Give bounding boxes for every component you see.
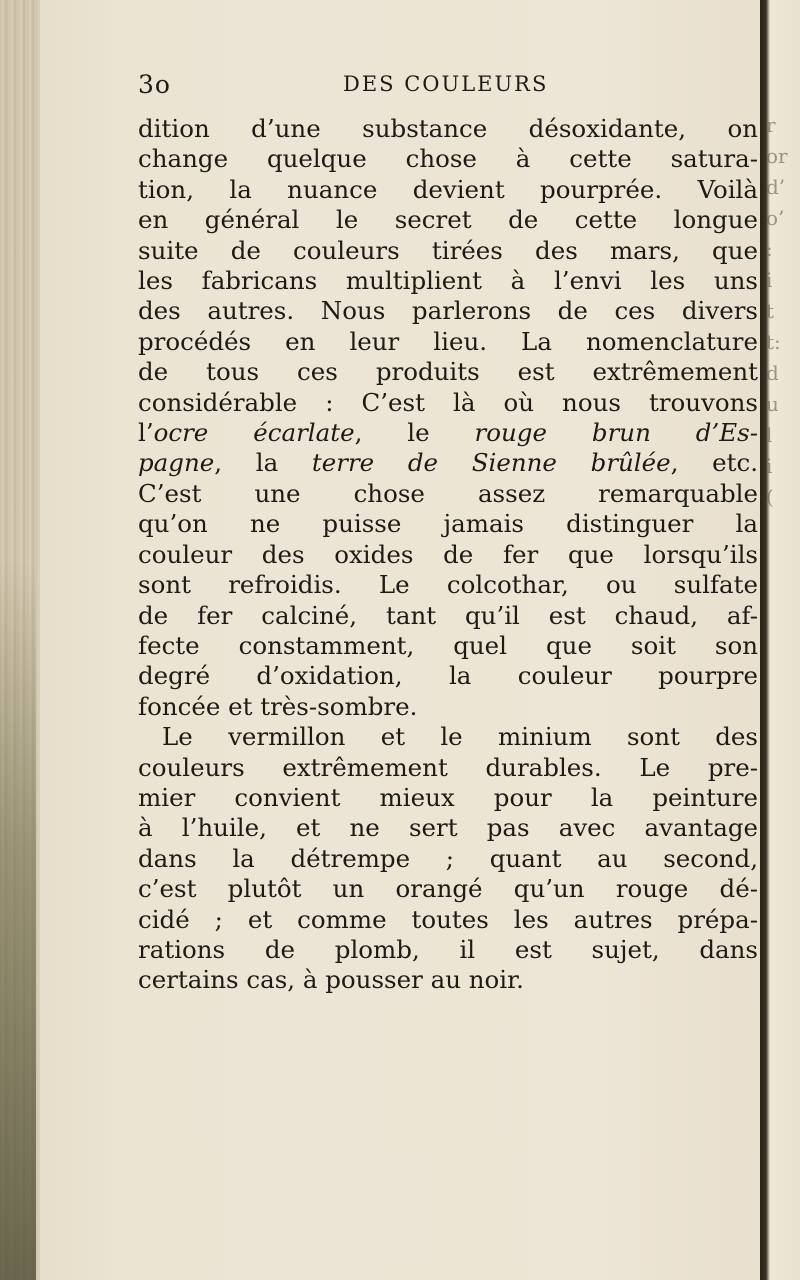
bleed-char: o’ bbox=[766, 206, 785, 230]
text-line: suite de couleurs tirées des mars, que bbox=[138, 235, 758, 265]
bleed-char: r bbox=[766, 113, 776, 137]
bleed-char: i bbox=[766, 268, 773, 292]
text-line: degré d’oxidation, la couleur pourpre bbox=[138, 661, 758, 691]
italic-term: ocre écarlate bbox=[153, 418, 355, 448]
bleed-char: l bbox=[766, 423, 773, 447]
bleed-char: d’ bbox=[766, 175, 786, 199]
text-line: rations de plomb, il est sujet, dans bbox=[138, 934, 758, 964]
left-gutter-shadow bbox=[0, 560, 36, 1280]
text-line: les fabricans multiplient à l’envi les uns bbox=[138, 266, 758, 296]
bleed-char: t bbox=[766, 299, 775, 323]
text-line-mixed bbox=[138, 448, 758, 478]
page-number: 3o bbox=[138, 70, 171, 99]
text-run: , la bbox=[214, 448, 312, 478]
running-head-title: DES COULEURS bbox=[343, 72, 549, 96]
facing-page-bleed bbox=[766, 110, 796, 513]
italic-term: pagne bbox=[138, 448, 215, 478]
text-line: de tous ces produits est extrêmement bbox=[138, 357, 758, 387]
text-line: qu’on ne puisse jamais distinguer la bbox=[138, 509, 758, 539]
text-line: c’est plutôt un orangé qu’un rouge dé- bbox=[138, 874, 758, 904]
text-line: tion, la nuance devient pourprée. Voilà bbox=[138, 174, 758, 204]
italic-term: terre de Sienne brûlée bbox=[311, 448, 671, 478]
body-text bbox=[138, 114, 758, 996]
bleed-char: d bbox=[766, 361, 779, 385]
text-line: dition d’une substance désoxidante, on bbox=[138, 114, 758, 143]
bleed-char: t: bbox=[766, 330, 781, 354]
text-line: procédés en leur lieu. La nomenclature bbox=[138, 326, 758, 356]
text-line: couleur des oxides de fer que lorsqu’ils bbox=[138, 539, 758, 569]
text-run: , etc. bbox=[670, 448, 758, 478]
text-line: à l’huile, et ne sert pas avec avantage bbox=[138, 813, 758, 843]
text-line: de fer calciné, tant qu’il est chaud, af- bbox=[138, 600, 758, 630]
bleed-char: ( bbox=[766, 485, 774, 509]
page-content bbox=[138, 70, 758, 996]
text-line: sont refroidis. Le colcothar, ou sulfate bbox=[138, 570, 758, 600]
bleed-char: : bbox=[766, 237, 773, 261]
text-line-mixed bbox=[138, 418, 758, 448]
text-line: C’est une chose assez remarquable bbox=[138, 478, 758, 508]
text-line: mier convient mieux pour la peinture bbox=[138, 782, 758, 812]
bleed-char: or bbox=[766, 144, 788, 168]
text-line: des autres. Nous parlerons de ces divers bbox=[138, 296, 758, 326]
text-line: considérable : C’est là où nous trouvons bbox=[138, 387, 758, 417]
bleed-char: i bbox=[766, 454, 773, 478]
text-line: couleurs extrêmement durables. Le pre- bbox=[138, 752, 758, 782]
text-line: change quelque chose à cette satura- bbox=[138, 144, 758, 174]
text-run: l’ bbox=[138, 418, 154, 448]
text-line: en général le secret de cette longue bbox=[138, 205, 758, 235]
text-line: Le vermillon et le minium sont des bbox=[162, 722, 758, 752]
running-head bbox=[138, 70, 758, 110]
text-line: foncée et très-sombre. bbox=[138, 691, 418, 721]
text-line: fecte constamment, quel que soit son bbox=[138, 630, 758, 660]
bleed-char: u bbox=[766, 392, 779, 416]
text-line: cidé ; et comme toutes les autres prépa- bbox=[138, 904, 758, 934]
italic-term: rouge brun d’Es- bbox=[474, 418, 758, 448]
text-run: , le bbox=[354, 418, 475, 448]
text-line: dans la détrempe ; quant au second, bbox=[138, 843, 758, 873]
text-line: certains cas, à pousser au noir. bbox=[138, 965, 524, 995]
